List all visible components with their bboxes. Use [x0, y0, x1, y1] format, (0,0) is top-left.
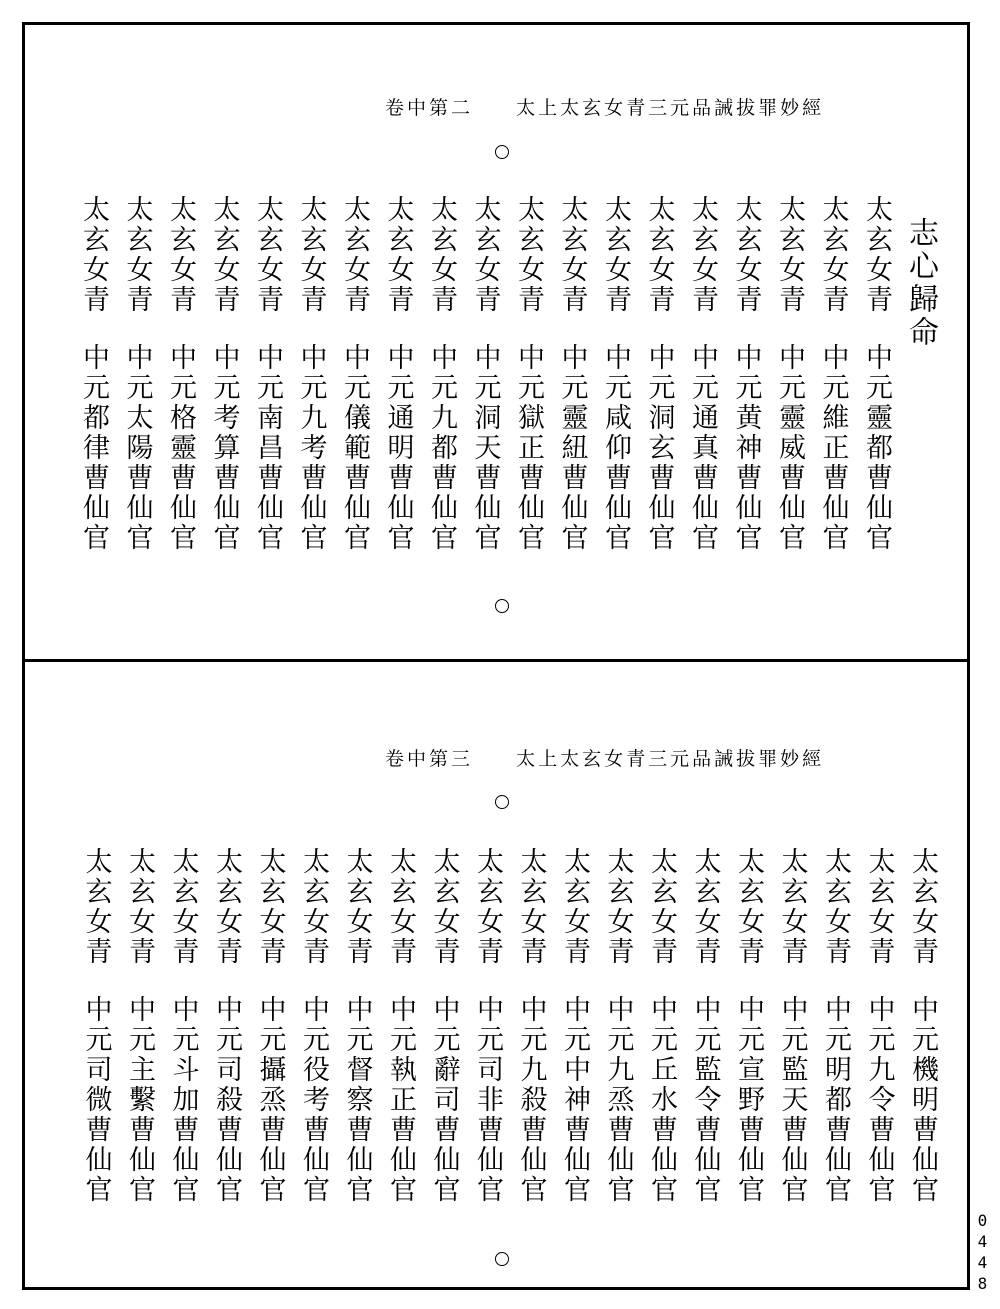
- invocation-heading: 志心歸命: [903, 217, 938, 349]
- top-entry-column: 太玄女青中元獄正曹仙官: [513, 195, 544, 553]
- top-entry-column: 太玄女青中元靈都曹仙官: [861, 195, 892, 553]
- bottom-entry-column: 太玄女青中元斗加曹仙官: [167, 847, 199, 1205]
- top-entry-column: 太玄女青中元南昌曹仙官: [252, 195, 283, 553]
- binding-hole-marker: [495, 145, 509, 159]
- bottom-panel: [25, 662, 967, 1290]
- top-entry-column: 太玄女青中元洞天曹仙官: [469, 195, 501, 553]
- top-entry-column: 太玄女青中元咸仰曹仙官: [600, 195, 631, 553]
- page-number: 0448: [973, 1211, 992, 1295]
- bottom-entry-column: 太玄女青中元九殺曹仙官: [515, 847, 547, 1205]
- bottom-entry-column: 太玄女青中元九烝曹仙官: [602, 847, 634, 1205]
- top-entry-column: 太玄女青中元九考曹仙官: [295, 195, 327, 553]
- top-entry-column: 太玄女青中元儀範曹仙官: [339, 195, 370, 553]
- bottom-entry-column: 太玄女青中元攝烝曹仙官: [254, 847, 286, 1205]
- top-volume-label: 卷中第二: [385, 97, 474, 119]
- top-entry-column: 太玄女青中元黄神曹仙官: [730, 195, 762, 553]
- bottom-entry-column: 太玄女青中元監天曹仙官: [776, 847, 808, 1205]
- top-entry-column: 太玄女青中元通明曹仙官: [382, 195, 414, 553]
- top-entry-column: 太玄女青中元都律曹仙官: [78, 195, 109, 553]
- top-entry-column: 太玄女青中元洞玄曹仙官: [643, 195, 675, 553]
- top-scripture-title: 太上太玄女青三元品誡拔罪妙經: [516, 97, 825, 119]
- bottom-entry-column: 太玄女青中元司微曹仙官: [80, 847, 112, 1205]
- bottom-entry-column: 太玄女青中元宣野曹仙官: [733, 847, 764, 1205]
- bottom-entry-column: 太玄女青中元主繫曹仙官: [124, 847, 155, 1205]
- top-entry-column: 太玄女青中元靈紐曹仙官: [556, 195, 588, 553]
- bottom-entry-column: 太玄女青中元執正曹仙官: [385, 847, 416, 1205]
- bottom-volume-label: 卷中第三: [385, 748, 474, 770]
- top-entry-column: 太玄女青中元格靈曹仙官: [165, 195, 196, 553]
- bottom-entry-column: 太玄女青中元明都曹仙官: [820, 847, 851, 1205]
- top-running-header: [385, 93, 824, 120]
- bottom-entry-column: 太玄女青中元督察曹仙官: [341, 847, 373, 1205]
- bottom-entry-column: 太玄女青中元機明曹仙官: [907, 847, 938, 1205]
- binding-hole-marker: [495, 795, 509, 809]
- binding-hole-marker: [495, 599, 509, 613]
- top-entry-column: 太玄女青中元靈威曹仙官: [774, 195, 805, 553]
- bottom-entry-column: 太玄女青中元監令曹仙官: [689, 847, 721, 1205]
- top-entry-column: 太玄女青中元維正曹仙官: [817, 195, 849, 553]
- top-entry-column: 太玄女青中元九都曹仙官: [426, 195, 457, 553]
- bottom-entry-column: 太玄女青中元司殺曹仙官: [211, 847, 242, 1205]
- bottom-entry-column: 太玄女青中元九令曹仙官: [863, 847, 895, 1205]
- top-entry-column: 太玄女青中元通真曹仙官: [687, 195, 718, 553]
- top-panel: [25, 25, 967, 659]
- top-entry-column: 太玄女青中元太陽曹仙官: [121, 195, 153, 553]
- page-frame: [22, 22, 970, 1290]
- bottom-entry-column: 太玄女青中元役考曹仙官: [298, 847, 329, 1205]
- bottom-entry-column: 太玄女青中元辭司曹仙官: [428, 847, 460, 1205]
- bottom-running-header: [385, 744, 824, 771]
- bottom-scripture-title: 太上太玄女青三元品誡拔罪妙經: [516, 748, 825, 770]
- binding-hole-marker: [495, 1252, 509, 1266]
- bottom-entry-column: 太玄女青中元中神曹仙官: [559, 847, 590, 1205]
- bottom-entry-column: 太玄女青中元司非曹仙官: [472, 847, 503, 1205]
- bottom-entry-column: 太玄女青中元丘水曹仙官: [646, 847, 677, 1205]
- top-entry-column: 太玄女青中元考算曹仙官: [208, 195, 240, 553]
